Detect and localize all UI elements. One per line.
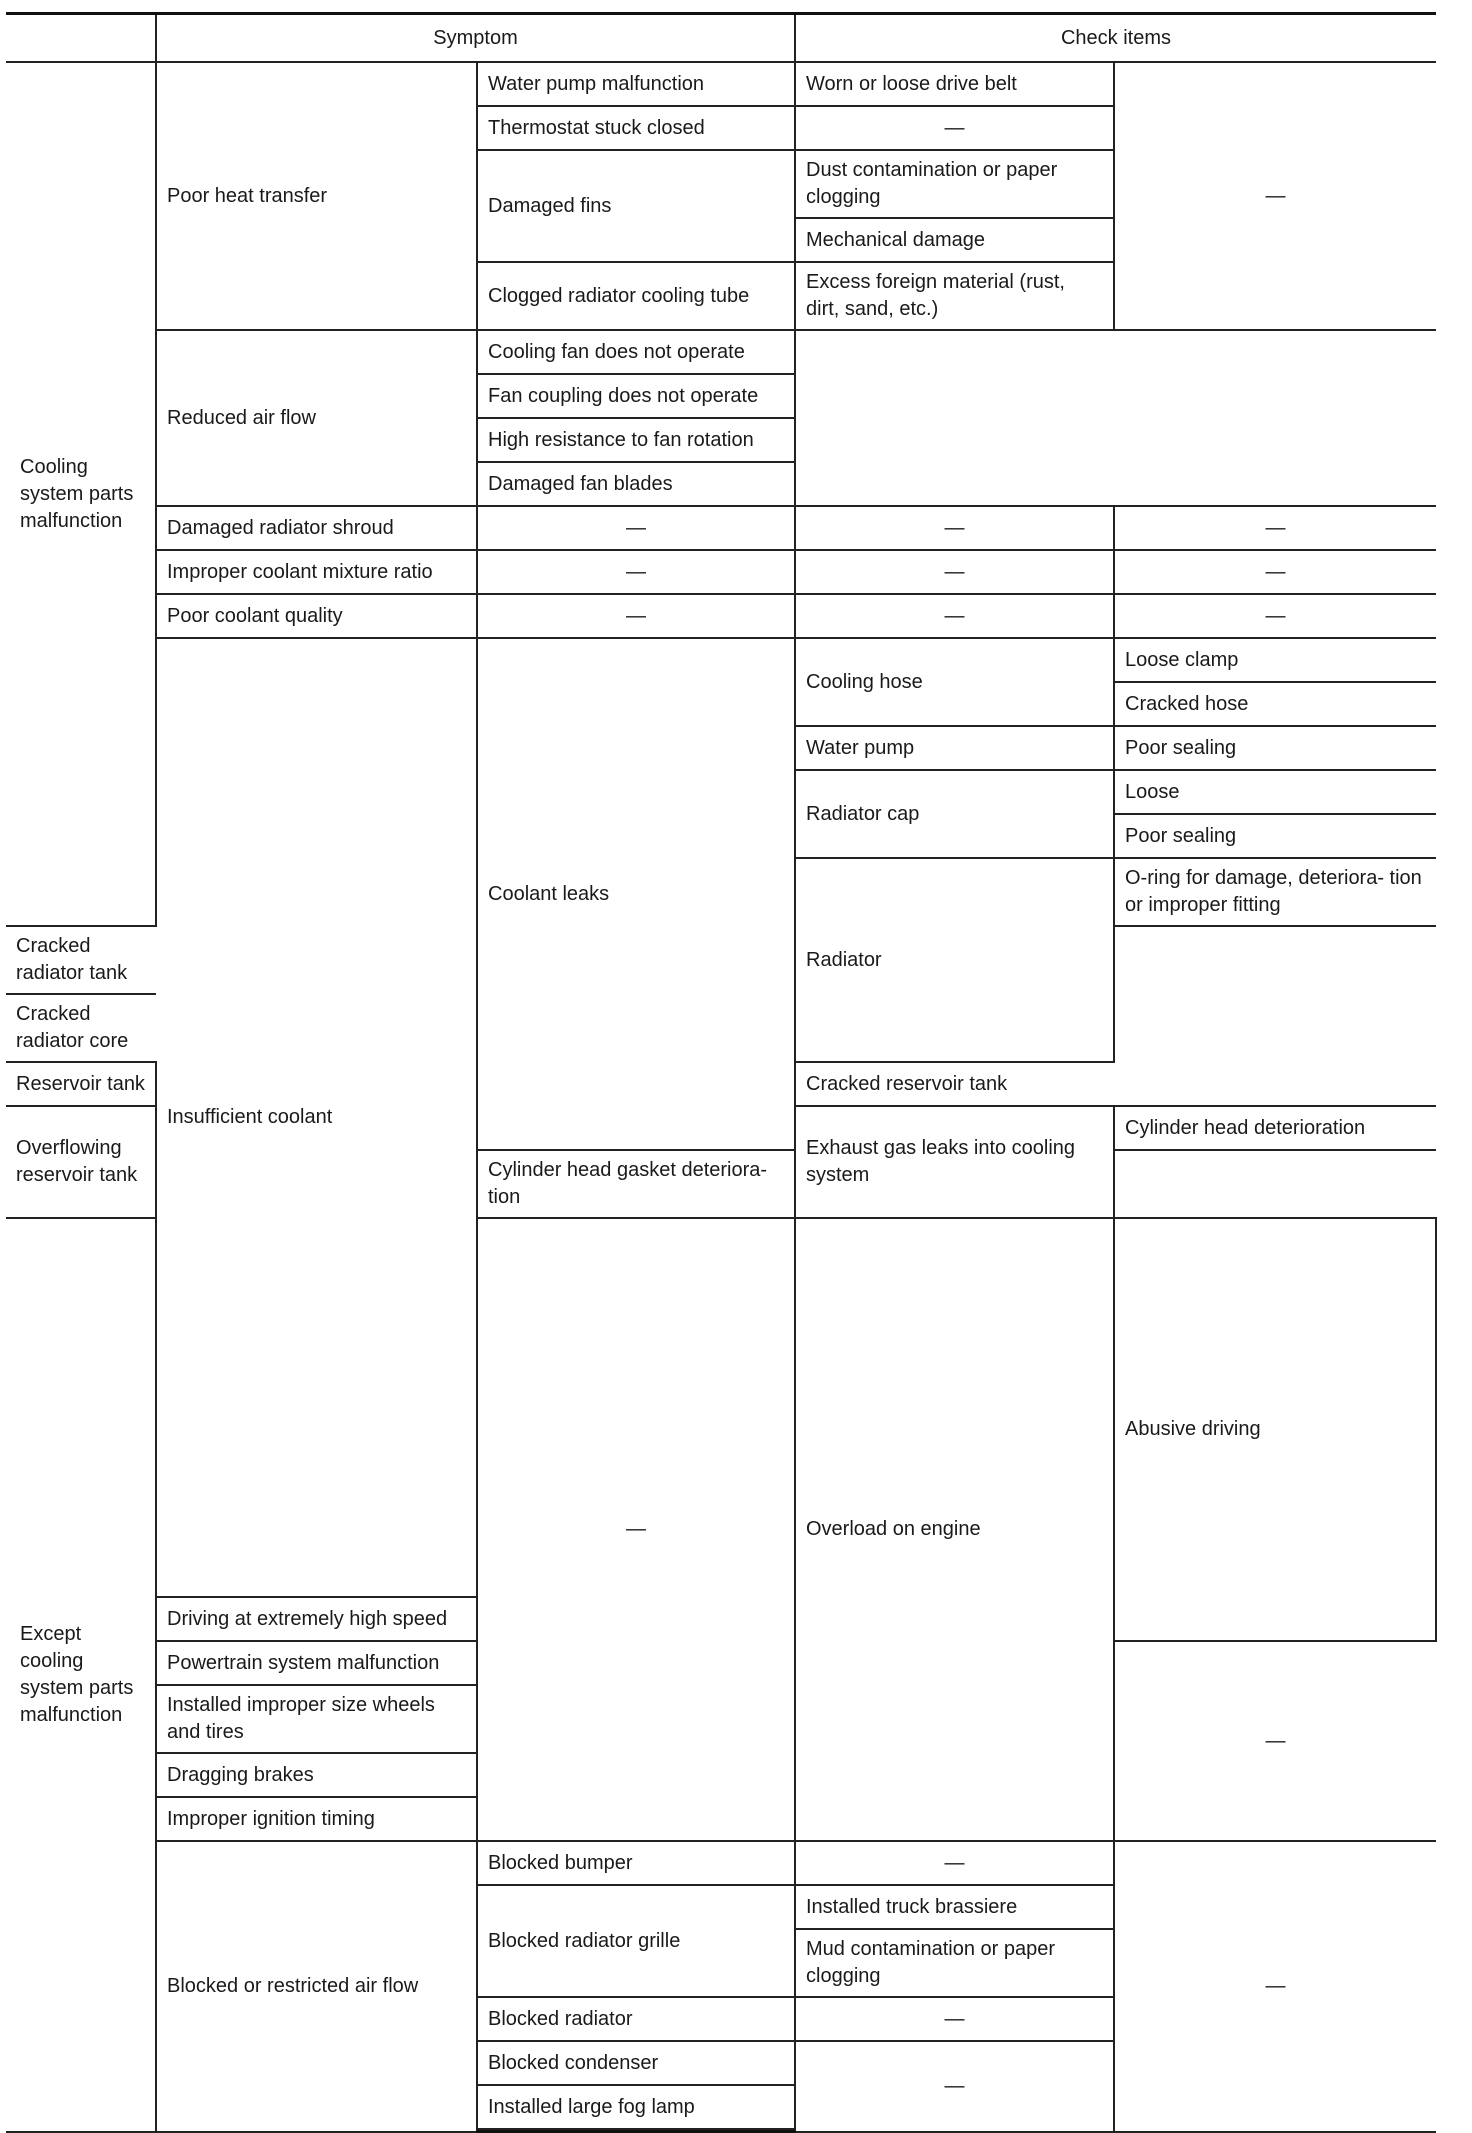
- cause-water-pump-malfunction: Water pump malfunction: [477, 62, 795, 106]
- header-symptom: Symptom: [156, 14, 795, 63]
- cause-thermostat: Thermostat stuck closed: [477, 106, 795, 150]
- symptom-improper-ratio: Improper coolant mixture ratio: [156, 550, 477, 594]
- detail-cracked-hose: Cracked hose: [1114, 682, 1436, 726]
- spacer-cell: [477, 2129, 795, 2132]
- table-row: [6, 330, 1436, 374]
- check-radiator: Radiator: [795, 858, 1114, 1062]
- table-row: [6, 1841, 1436, 1885]
- cause-blocked-grille: Blocked radiator grille: [477, 1885, 795, 1997]
- cause-high-resistance: High resistance to fan rotation: [477, 418, 795, 462]
- dash: —: [1114, 1641, 1436, 1841]
- dash: —: [1114, 550, 1436, 594]
- dash: —: [795, 550, 1114, 594]
- dash: —: [477, 594, 795, 638]
- overheating-cause-table: [6, 12, 1436, 2133]
- check-brakes: Dragging brakes: [156, 1753, 477, 1797]
- detail-loose: Loose: [1114, 770, 1436, 814]
- dash: —: [795, 1997, 1114, 2041]
- symptom-insufficient-coolant: Insufficient coolant: [156, 638, 477, 1597]
- detail-cracked-core: Cracked radiator core: [6, 994, 156, 1062]
- check-reservoir-tank: Reservoir tank: [6, 1062, 156, 1106]
- cause-damaged-blades: Damaged fan blades: [477, 462, 795, 506]
- dash: —: [795, 594, 1114, 638]
- header-blank: [6, 14, 156, 63]
- symptom-poor-quality: Poor coolant quality: [156, 594, 477, 638]
- detail-cracked-reservoir: Cracked reservoir tank: [795, 1062, 1114, 1106]
- dash: —: [795, 506, 1114, 550]
- cause-overflowing: Overflowing reservoir tank: [6, 1106, 156, 1218]
- table-row: [6, 550, 1436, 594]
- table-row: [6, 638, 1436, 682]
- category-cooling: Cooling system parts malfunction: [6, 62, 156, 926]
- symptom-poor-heat-transfer: Poor heat transfer: [156, 62, 477, 330]
- check-water-pump: Water pump: [795, 726, 1114, 770]
- detail-cracked-tank: Cracked radiator tank: [6, 926, 156, 994]
- cause-blocked-condenser: Blocked condenser: [477, 2041, 795, 2085]
- check-worn-belt: Worn or loose drive belt: [795, 62, 1114, 106]
- cause-damaged-fins: Damaged fins: [477, 150, 795, 262]
- detail-oring: O-ring for damage, deteriora- tion or improper fitting: [1114, 858, 1436, 926]
- check-abusive-driving: Abusive driving: [1114, 1218, 1436, 1641]
- check-ignition: Improper ignition timing: [156, 1797, 477, 1841]
- cause-blocked-radiator: Blocked radiator: [477, 1997, 795, 2041]
- check-radiator-cap: Radiator cap: [795, 770, 1114, 858]
- detail-poor-sealing: Poor sealing: [1114, 814, 1436, 858]
- detail-high-speed: Driving at extremely high speed: [156, 1597, 477, 1641]
- table-row: [6, 62, 1436, 106]
- table-row: [6, 506, 1436, 550]
- check-excess-foreign: Excess foreign material (rust, dirt, sand, etc.): [795, 262, 1114, 330]
- check-mechanical: Mechanical damage: [795, 218, 1114, 262]
- check-exhaust-leaks: Exhaust gas leaks into cooling system: [795, 1106, 1114, 1218]
- dash: —: [1114, 594, 1436, 638]
- check-cooling-hose: Cooling hose: [795, 638, 1114, 726]
- dash: —: [477, 550, 795, 594]
- header-row: [6, 14, 1436, 63]
- cause-clogged-tube: Clogged radiator cooling tube: [477, 262, 795, 330]
- detail-poor-sealing: Poor sealing: [1114, 726, 1436, 770]
- empty-cell: [795, 330, 1436, 506]
- cause-coupling-not-operate: Fan coupling does not operate: [477, 374, 795, 418]
- check-dust: Dust contamination or paper clogging: [795, 150, 1114, 218]
- dash: —: [795, 1841, 1114, 1885]
- dash: —: [795, 2041, 1114, 2132]
- header-check-items: Check items: [795, 14, 1436, 63]
- category-except-cooling: Except cooling system parts malfunction: [6, 1218, 156, 2132]
- detail-gasket-deterioration: Cylinder head gasket deteriora- tion: [477, 1150, 795, 1218]
- check-powertrain: Powertrain system malfunction: [156, 1641, 477, 1685]
- detail-loose-clamp: Loose clamp: [1114, 638, 1436, 682]
- overheating-cause-table-page: [6, 12, 1436, 2133]
- cause-fan-not-operate: Cooling fan does not operate: [477, 330, 795, 374]
- dash: —: [1114, 1841, 1436, 2132]
- cause-coolant-leaks: Coolant leaks: [477, 638, 795, 1150]
- symptom-blocked-air-flow: Blocked or restricted air flow: [156, 1841, 477, 2132]
- dash: —: [1114, 62, 1436, 330]
- dash: —: [477, 506, 795, 550]
- dash: —: [1114, 506, 1436, 550]
- symptom-reduced-air-flow: Reduced air flow: [156, 330, 477, 506]
- dash: —: [795, 106, 1114, 150]
- detail-head-deterioration: Cylinder head deterioration: [1114, 1106, 1436, 1150]
- cause-fog-lamp: Installed large fog lamp: [477, 2085, 795, 2129]
- cause-blocked-bumper: Blocked bumper: [477, 1841, 795, 1885]
- check-wheels: Installed improper size wheels and tires: [156, 1685, 477, 1753]
- check-truck-brassiere: Installed truck brassiere: [795, 1885, 1114, 1929]
- symptom-damaged-shroud: Damaged radiator shroud: [156, 506, 477, 550]
- cause-overload: Overload on engine: [795, 1218, 1114, 1841]
- dash: —: [477, 1218, 795, 1841]
- check-mud: Mud contamination or paper clogging: [795, 1929, 1114, 1997]
- table-row: [6, 594, 1436, 638]
